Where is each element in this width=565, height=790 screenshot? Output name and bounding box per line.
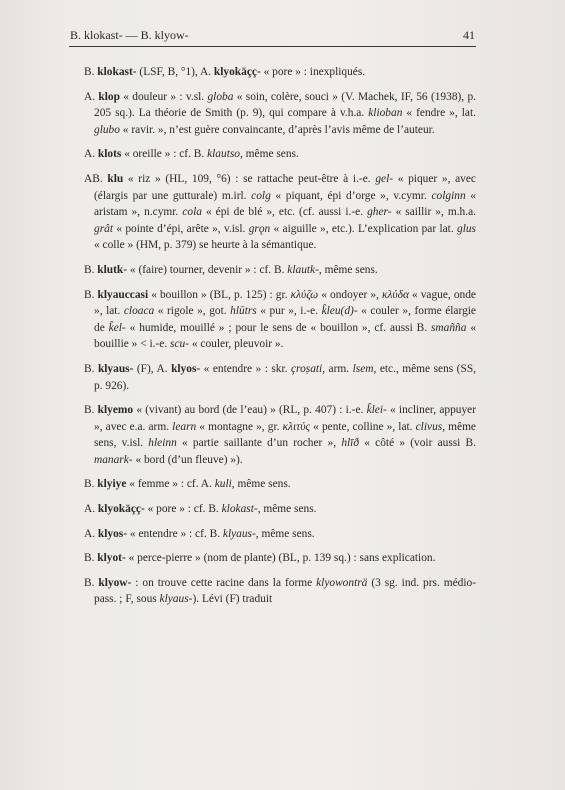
entry-text: « soin, colère, souci » (V. Machek, IF, 56 (1938), p. 205 sq.). La théorie de Smith (p. 9), qui compare à v.h.a.	[94, 90, 477, 120]
entry-text: (LSF, B, °1), A.	[136, 66, 214, 78]
entry-lemma: klyot-	[97, 552, 126, 565]
entry-text: « couler, pleuvoir ».	[189, 338, 284, 351]
dictionary-entry	[84, 550, 476, 567]
entry-language: B.	[84, 404, 98, 417]
dictionary-entry	[84, 171, 476, 254]
entry-text: « colle » (HM, p. 379) se heurte à la sémantique.	[94, 239, 317, 252]
entry-lemma: klutk-	[97, 263, 128, 276]
entry-text: « aiguille », etc.). L’explication par lat.	[270, 222, 457, 235]
cited-form: gel-	[375, 172, 394, 185]
entry-text: « épi de blé », etc. (cf. aussi i.-e.	[201, 206, 368, 219]
cited-form: hlīð	[341, 437, 360, 450]
entry-text: « montagne », gr.	[196, 420, 283, 433]
entry-language: A.	[84, 503, 98, 516]
cited-form: klautso	[207, 148, 240, 161]
dictionary-entry	[84, 146, 476, 163]
cited-form: klyaus-	[222, 527, 256, 540]
dictionary-entry	[84, 262, 476, 279]
entry-text: « (faire) tourner, devenir » : cf. B.	[127, 263, 288, 276]
entry-text: « fendre », lat.	[402, 107, 477, 120]
entry-text: , etc., même sens (SS, p. 926).	[94, 362, 476, 392]
entry-text: « partie saillante d’un rocher »,	[176, 437, 342, 450]
cited-form: k̑lei-	[366, 404, 387, 417]
entry-text: « perce-pierre » (nom de plante) (BL, p. 139 sq.) : sans explication.	[125, 552, 436, 565]
entry-text: , même sens.	[318, 263, 378, 276]
entry-language: B.	[84, 66, 98, 78]
entry-text: « douleur » : v.sl.	[119, 90, 208, 103]
entry-language: B.	[84, 552, 98, 565]
cited-form: klyowonträ	[316, 576, 368, 589]
dictionary-entry	[84, 501, 476, 518]
entry-text: « vague, onde », lat.	[94, 288, 476, 318]
entry-text: « bouillon » (BL, p. 125) : gr.	[148, 288, 291, 301]
entry-text: « (vivant) au bord (de l’eau) » (RL, p. 407) : i.-e.	[133, 404, 367, 417]
entry-language: B.	[84, 478, 98, 491]
cited-form: klioban	[368, 107, 403, 120]
dictionary-entry	[84, 476, 476, 493]
entry-list	[84, 64, 476, 616]
cited-form: gher-	[367, 206, 392, 219]
cross-reference-lemma: klyos-	[171, 362, 201, 375]
cited-form: κλύδα	[382, 288, 409, 301]
entry-text: « entendre » : skr.	[200, 362, 291, 375]
entry-text: « pointe d’épi, arête », v.isl.	[113, 222, 249, 235]
cited-form: globa	[207, 90, 234, 103]
entry-text: « aristam », n.cymr.	[94, 189, 476, 219]
dictionary-entry	[84, 89, 476, 139]
cited-form: klokast-	[221, 503, 258, 516]
cited-form: kuli	[214, 478, 232, 491]
cited-form: lsem	[352, 362, 374, 375]
entry-lemma: klokast-	[97, 66, 137, 78]
dictionary-entry	[84, 575, 476, 608]
entry-text: « côté » (voir aussi B.	[359, 437, 477, 450]
entry-text: « ondoyer »,	[318, 288, 383, 301]
entry-lemma: klyow-	[98, 576, 132, 589]
cited-form: k̑el-	[108, 321, 126, 334]
running-title: B. klokast- — B. klyow-	[70, 28, 189, 42]
cited-form: grǫn	[248, 222, 271, 235]
entry-text: « femme » : cf. A.	[126, 478, 215, 491]
cited-form: κλύζω	[290, 288, 319, 301]
entry-lemma: klu	[107, 172, 124, 185]
cited-form: k̑leu(d)-	[321, 305, 358, 318]
cited-form: clivus	[415, 420, 443, 433]
entry-lemma: klyiye	[97, 478, 127, 491]
header-rule	[69, 46, 476, 47]
entry-text: (3 sg. ind. prs. médio-pass. ; F, sous	[94, 576, 477, 606]
entry-text: « ravir. », n’est guère convaincante, d’après l’avis même de l’auteur.	[119, 123, 435, 136]
cited-form: hlūtrs	[230, 305, 257, 318]
entry-text: , même sens.	[255, 527, 315, 540]
dictionary-entry	[84, 64, 476, 81]
entry-text: « bord (d’un fleuve) »).	[132, 453, 243, 466]
entry-text: (F), A.	[133, 362, 172, 375]
dictionary-entry	[84, 526, 476, 543]
entry-text: « bouillie » < i.-e.	[94, 321, 477, 351]
entry-text: « piquer », avec (élargis par une gutturale) m.irl.	[94, 172, 476, 202]
cited-form: çroṣati	[291, 362, 323, 375]
cited-form: scu-	[170, 338, 190, 351]
entry-lemma: klyokäçç-	[97, 503, 145, 516]
entry-text: « pur », i.-e.	[256, 305, 322, 318]
entry-language: B.	[84, 288, 98, 301]
entry-text: « riz » (HL, 109, °6) : se rattache peut-être à i.-e.	[123, 172, 376, 185]
entry-text: , même sens.	[239, 148, 299, 161]
entry-text: « pore » : inexpliqués.	[260, 66, 366, 78]
cited-form: smañña	[430, 321, 467, 334]
entry-text: , même sens, v.isl.	[94, 420, 476, 450]
cited-form: hleinn	[148, 437, 177, 450]
entry-language: AB.	[84, 172, 108, 185]
entry-text: « saillir », m.h.a.	[391, 206, 476, 219]
entry-text: « incliner, appuyer », avec e.a. arm.	[94, 404, 476, 433]
entry-text: ). Lévi (F) traduit	[192, 593, 273, 606]
dictionary-entry	[84, 361, 476, 394]
entry-text: « entendre » : cf. B.	[127, 527, 223, 540]
entry-language: B.	[84, 263, 98, 276]
entry-text: « pente, colline », lat.	[310, 420, 416, 433]
cited-form: colginn	[431, 189, 466, 202]
entry-text: : on trouve cette racine dans la forme	[131, 576, 317, 589]
entry-text: « couler », forme élargie de	[94, 305, 476, 334]
entry-language: B.	[84, 362, 98, 375]
entry-text: , même sens.	[231, 478, 291, 491]
dictionary-entry	[84, 287, 476, 353]
cited-form: manark-	[94, 453, 133, 466]
cited-form: grât	[94, 222, 113, 235]
entry-text: « oreille » : cf. B.	[121, 148, 208, 161]
cited-form: κλιτύς	[282, 420, 311, 433]
entry-lemma: klyos-	[97, 527, 128, 540]
entry-lemma: klyaus-	[97, 362, 134, 375]
cited-form: klyaus-	[159, 593, 193, 606]
dictionary-entry	[84, 402, 476, 468]
entry-text: , même sens.	[257, 503, 317, 516]
entry-language: A.	[84, 90, 99, 103]
entry-lemma: klots	[97, 148, 122, 161]
page-number: 41	[463, 28, 475, 42]
entry-language: B.	[84, 576, 99, 589]
cited-form: cola	[182, 206, 202, 219]
entry-text: « pore » : cf. B.	[144, 503, 222, 516]
entry-text: « humide, mouillé » ; pour le sens de « bouillon », cf. aussi B.	[125, 321, 431, 334]
running-head	[70, 28, 475, 43]
entry-text: « piquant, épi d’orge », v.cymr.	[270, 189, 432, 202]
entry-text: , arm.	[322, 362, 353, 375]
cited-form: cloaca	[123, 305, 155, 318]
entry-language: A.	[84, 148, 98, 161]
entry-lemma: klyemo	[97, 404, 134, 417]
cross-reference-lemma: klyokäçç-	[213, 66, 261, 78]
cited-form: glubo	[94, 123, 120, 136]
entry-lemma: klyauccasi	[97, 288, 149, 301]
entry-text: « rigole », got.	[154, 305, 231, 318]
cited-form: learn	[172, 420, 197, 433]
cited-form: klautk-	[287, 263, 319, 276]
cited-form: glus	[457, 222, 476, 235]
entry-language: A.	[84, 527, 98, 540]
entry-lemma: klop	[98, 90, 120, 103]
cited-form: colg	[251, 189, 271, 202]
